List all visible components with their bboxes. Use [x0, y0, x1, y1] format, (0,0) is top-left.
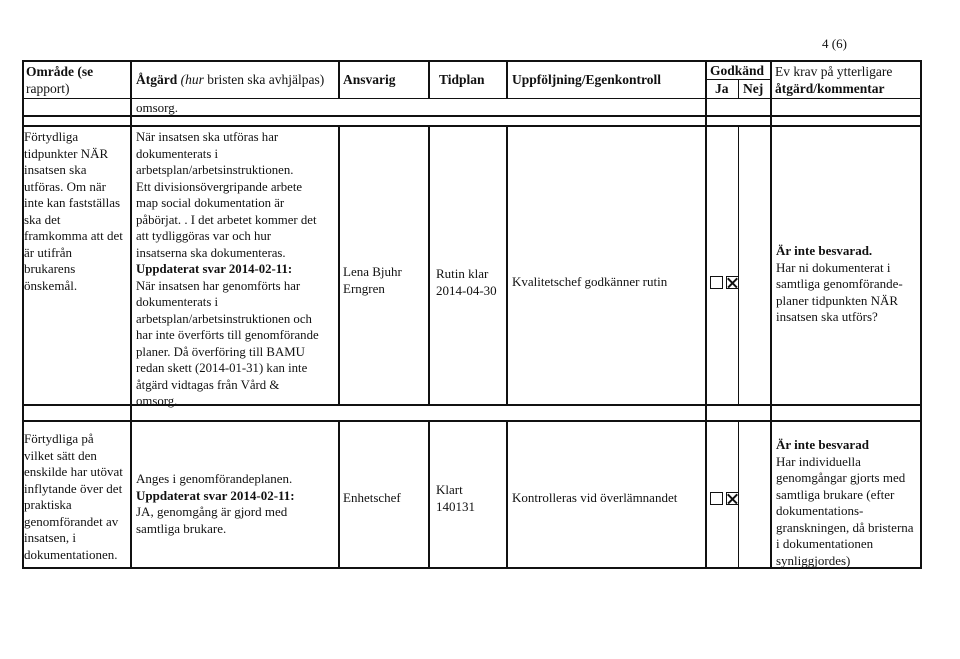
- header-approved: Godkänd: [710, 63, 765, 78]
- row1-responsible: [343, 264, 402, 297]
- responsible-line: Enhetschef: [343, 490, 401, 505]
- action-line: Anges i genomförandeplanen.: [136, 471, 293, 486]
- row2-schedule: [436, 482, 475, 515]
- area-line: enskilde har utövat: [24, 464, 123, 479]
- action-line: redan skett (2014-01-31) kan inte: [136, 361, 308, 375]
- comment-line: planer tidpunkten NÄR: [776, 292, 899, 308]
- row1-action: [136, 129, 319, 410]
- area-line: vilket sätt den: [24, 447, 97, 463]
- row2-approved-no-checkbox[interactable]: [726, 492, 739, 505]
- row2-responsible: [343, 490, 401, 507]
- action-line: planer. Då överföring till BAMU: [136, 344, 305, 359]
- header-no: Nej: [743, 81, 764, 96]
- header-action: [136, 72, 324, 89]
- area-line: genomförandet av: [24, 513, 119, 529]
- comment-line: Är inte besvarad: [776, 437, 869, 452]
- schedule-line: 140131: [436, 498, 475, 514]
- action-line: påbörjat. . I det arbetet kommer det: [136, 212, 317, 227]
- row2-action: [136, 471, 295, 537]
- row2-area: [24, 431, 123, 563]
- action-line: Uppdaterat svar 2014-02-11:: [136, 487, 295, 503]
- comment-line: samtliga brukare (efter: [776, 486, 895, 502]
- area-line: utföras. Om när: [24, 178, 106, 194]
- action-line: arbetsplan/arbetsinstruktionen.: [136, 163, 294, 177]
- row2-comment: [776, 437, 914, 569]
- area-line: Förtydliga på: [24, 431, 94, 446]
- action-line: samtliga brukare.: [136, 520, 227, 536]
- header-followup: Uppföljning/Egenkontroll: [512, 72, 662, 87]
- responsible-line: Erngren: [343, 280, 385, 296]
- row1-followup: Kvalitetschef godkänner rutin: [512, 274, 668, 289]
- schedule-line: Rutin klar: [436, 266, 489, 281]
- comment-line: dokumentations-: [776, 503, 864, 518]
- row1-area: [24, 129, 123, 294]
- schedule-line: Klart: [436, 482, 463, 497]
- area-line: insatsen ska: [24, 162, 87, 177]
- area-line: inte kan fastställas: [24, 195, 121, 210]
- comment-line: samtliga genomförande-: [776, 276, 903, 291]
- header-area-line-1: Område (se: [26, 64, 94, 79]
- action-line: Ett divisionsövergripande arbete: [136, 179, 303, 194]
- action-line: JA, genomgång är gjord med: [136, 504, 288, 519]
- schedule-line: 2014-04-30: [436, 282, 497, 298]
- row1-schedule: [436, 266, 497, 299]
- header-further-line-2: åtgärd/kommentar: [775, 80, 885, 96]
- action-line: map social dokumentation är: [136, 196, 285, 210]
- area-line: brukarens: [24, 261, 76, 276]
- header-action-rest: bristen ska avhjälpas): [203, 72, 325, 87]
- action-line: Uppdaterat svar 2014-02-11:: [136, 262, 293, 276]
- area-line: inflytande över det: [24, 480, 123, 496]
- area-line: praktiska: [24, 497, 72, 512]
- header-area-line-2: rapport): [26, 80, 70, 96]
- header-yes: Ja: [715, 81, 729, 96]
- comment-line: granskningen, då bristerna: [776, 519, 914, 535]
- action-line: omsorg.: [136, 394, 178, 408]
- action-line: När insatsen ska utföras har: [136, 130, 279, 144]
- header-responsible: Ansvarig: [343, 72, 396, 87]
- area-line: insatsen, i: [24, 530, 76, 545]
- responsible-line: Lena Bjuhr: [343, 264, 402, 279]
- action-line: dokumenterats i: [136, 295, 219, 309]
- action-line: När insatsen har genomförts har: [136, 278, 301, 293]
- header-further-requirement: [775, 64, 892, 97]
- area-line: Förtydliga: [24, 129, 79, 144]
- area-line: är utifrån: [24, 244, 73, 260]
- area-line: dokumentationen.: [24, 546, 118, 562]
- row2-approved-yes-checkbox[interactable]: [710, 492, 723, 505]
- area-line: ska det: [24, 211, 61, 227]
- comment-line: genomgångar gjorts med: [776, 470, 906, 485]
- header-action-bold: Åtgärd: [136, 72, 181, 87]
- area-line: önskemål.: [24, 277, 78, 293]
- row1-comment: [776, 243, 903, 326]
- row1-approved-yes-checkbox[interactable]: [710, 276, 723, 289]
- area-line: tidpunkter NÄR: [24, 145, 109, 161]
- area-line: framkomma att det: [24, 228, 123, 243]
- header-further-line-1: Ev krav på ytterligare: [775, 64, 893, 79]
- action-line: dokumenterats i: [136, 146, 219, 161]
- page-number: 4 (6): [822, 36, 847, 51]
- row2-followup: Kontrolleras vid överlämnandet: [512, 490, 678, 505]
- action-line: har inte överförts till genomförande: [136, 328, 319, 342]
- action-line: att tydliggöras var och hur: [136, 229, 272, 243]
- header-schedule: Tidplan: [439, 72, 485, 87]
- comment-line: Är inte besvarad.: [776, 243, 873, 258]
- continuation-text: omsorg.: [136, 100, 179, 115]
- comment-line: Har individuella: [776, 453, 861, 469]
- comment-line: i dokumentationen: [776, 536, 874, 551]
- comment-line: synliggjordes): [776, 552, 851, 568]
- header-area: [26, 64, 93, 97]
- action-line: åtgärd vidtagas från Vård &: [136, 377, 280, 392]
- row1-approved-no-checkbox[interactable]: [726, 276, 739, 289]
- header-action-italic: (hur: [180, 72, 204, 87]
- action-line: insatserna ska dokumenteras.: [136, 245, 286, 260]
- action-line: arbetsplan/arbetsinstruktionen och: [136, 311, 312, 326]
- comment-line: insatsen ska utförs?: [776, 309, 878, 324]
- comment-line: Har ni dokumenterat i: [776, 259, 891, 275]
